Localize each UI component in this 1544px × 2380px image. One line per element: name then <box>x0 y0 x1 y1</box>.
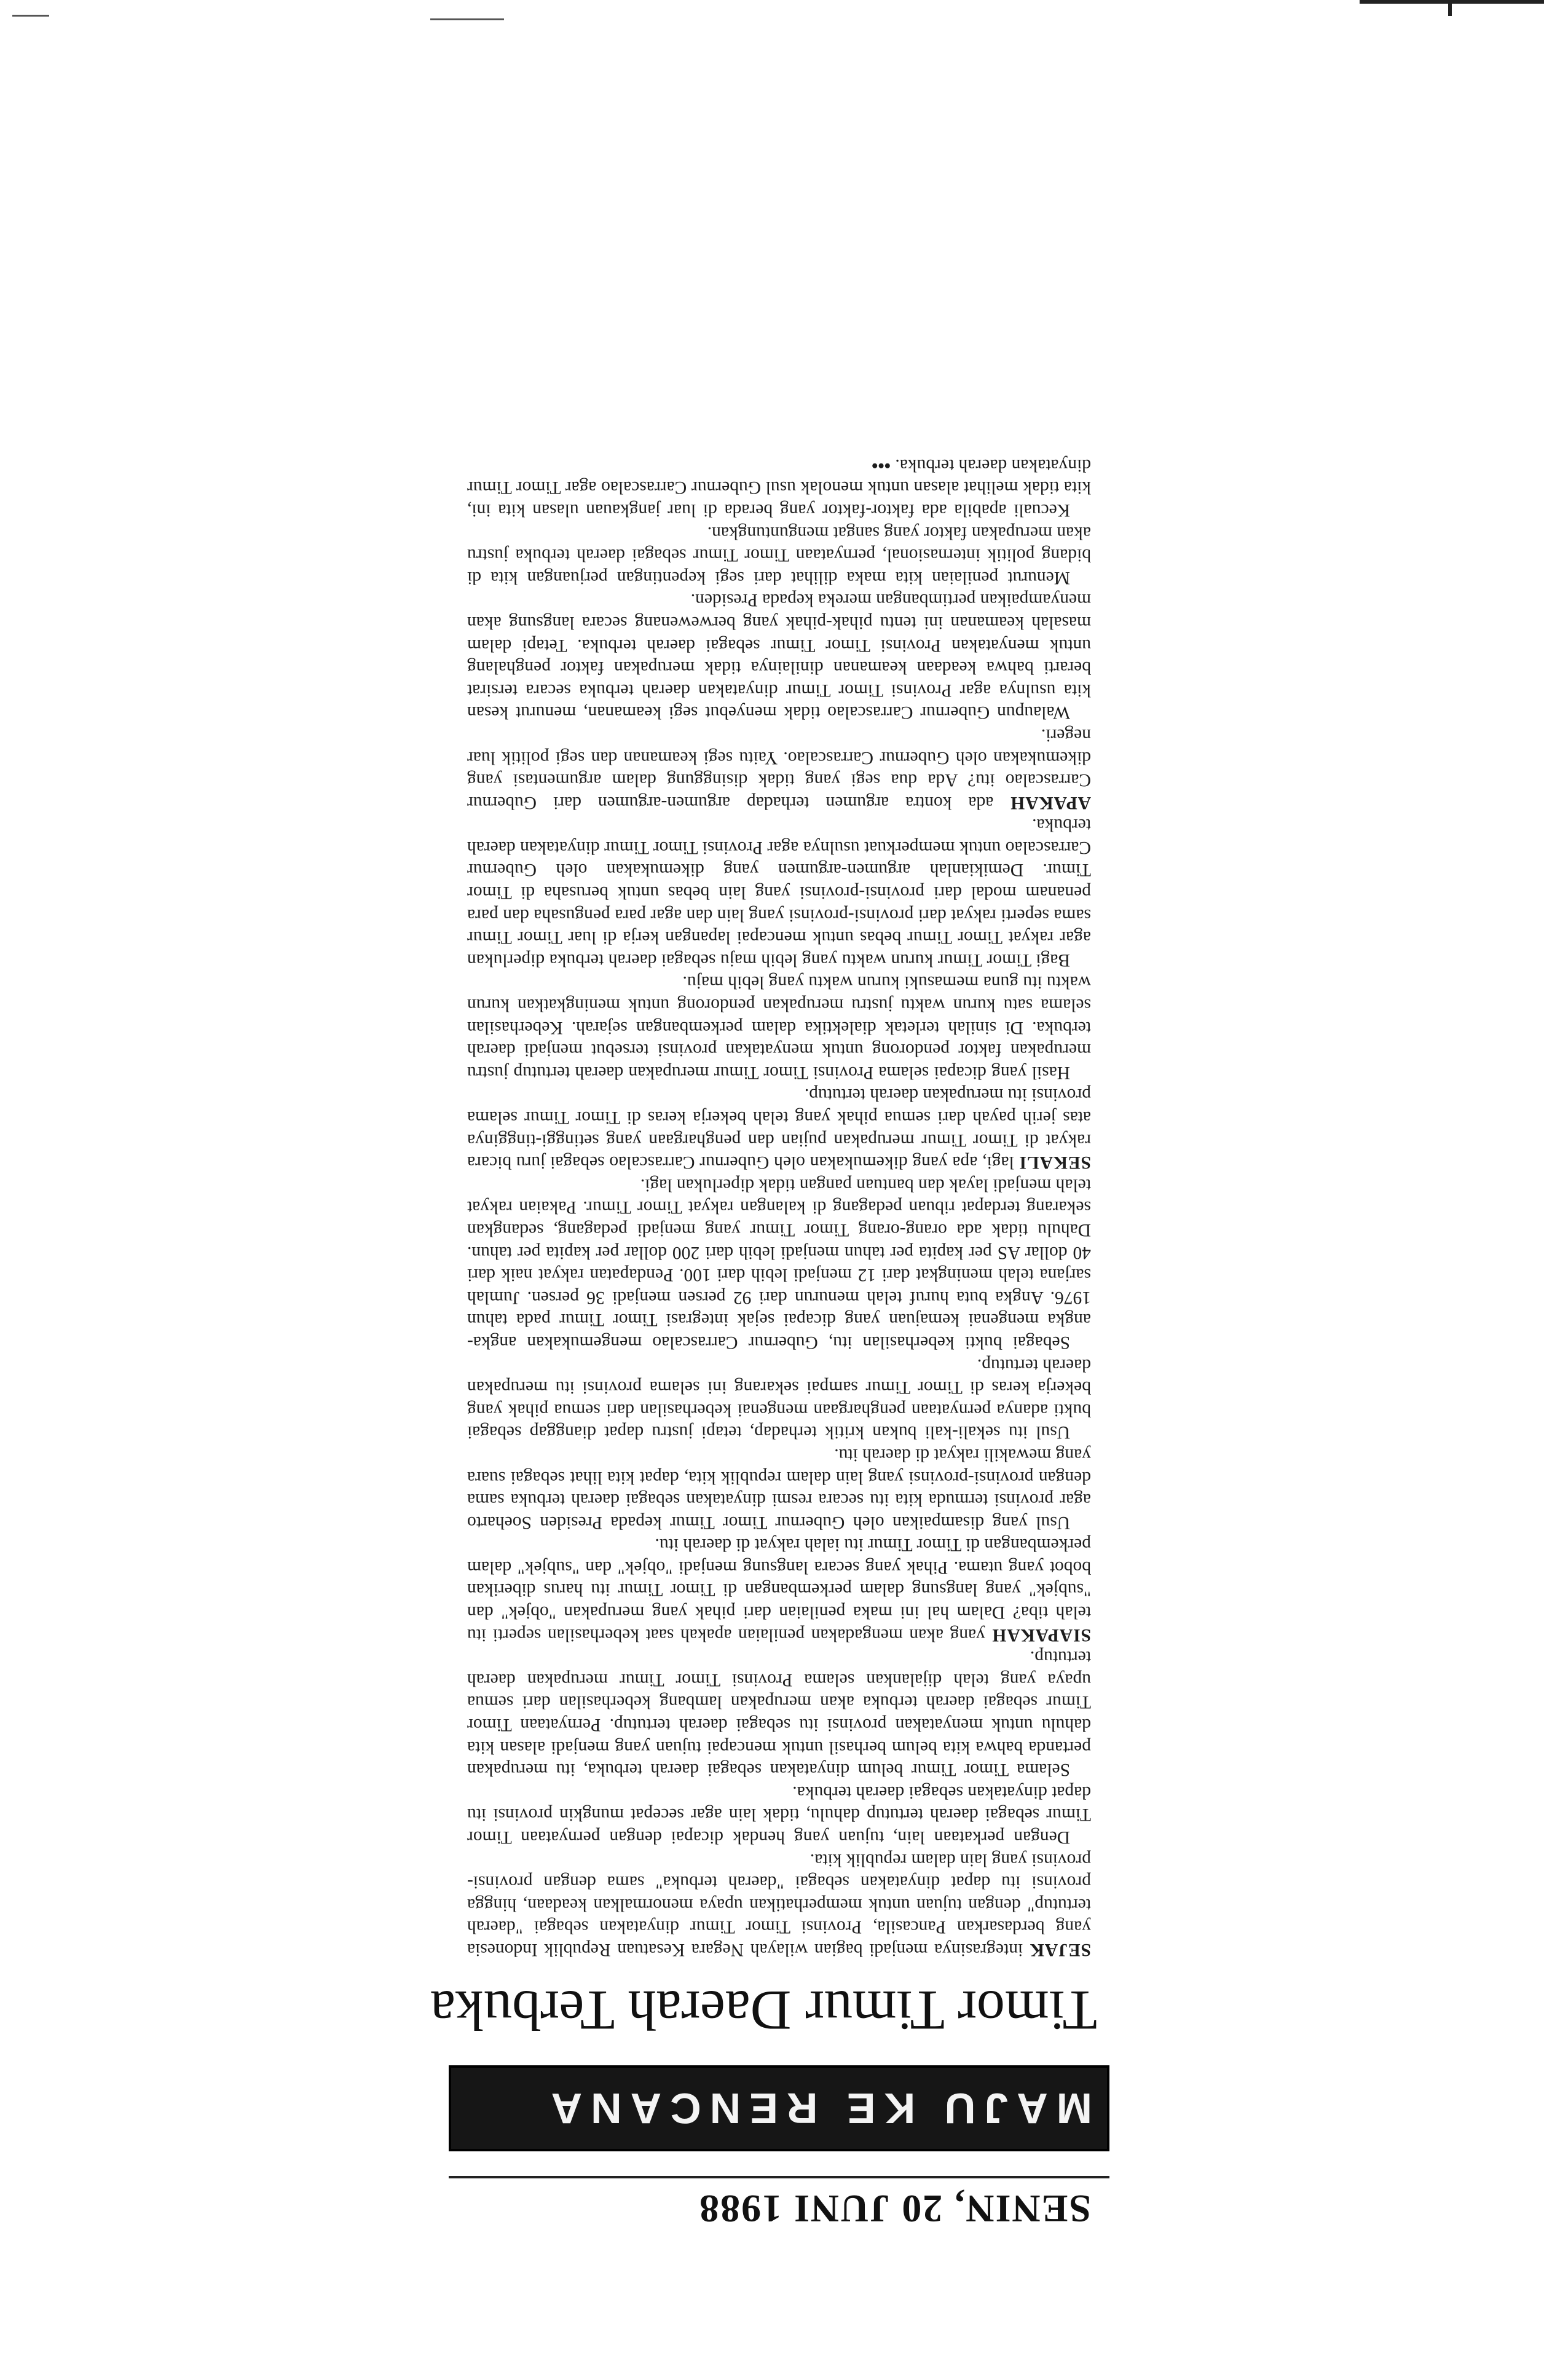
header-rule <box>449 2176 1109 2178</box>
article-paragraph <box>467 723 1091 813</box>
scan-corner-bar <box>1360 0 1544 4</box>
paragraph-text: Bagi Timor Timur kurun waktu yang lebih maju sebagai daerah terbuka diperlukan agar rakyat Timor Timur bebas untuk mencapai lapangan kerja di luar Timor Timur sama seperti rakyat dari provinsi-provinsi yang lain dan agar para pengusaha dan para penanam modal dari provinsi-provinsi yang lain bebas untuk berusaha di Timor Timur. Demikianlah argumen-argumen yang dikemukakan oleh Gubernur Carrascalao untuk memperkuat usulnya agar Provinsi Timor Timur dinyatakan daerah terbuka. <box>467 815 1091 970</box>
scan-dash <box>430 18 504 20</box>
scan-dash <box>12 15 49 17</box>
article-paragraph <box>467 1848 1091 1961</box>
article-paragraph <box>467 1084 1091 1173</box>
paragraph-text: Sebagai bukti keberhasilan itu, Gubernur Carrascalao mengemukakan angka-angka mengenai kemajuan yang dicapai sejak integrasi Timor Timur pada tahun 1976. Angka buta huruf telah menurun dari 92 persen menjadi 36 persen. Jumlah sarjana telah meningkat dari 12 menjadi lebih dari 100. Pendapatan rakyat naik dari 40 dollar AS per kapita per tahun menjadi lebih dari 200 dollar per kapita per tahun. Dahulu tidak ada orang-orang Timor Timur yang menjadi pedagang, sedangkan sekarang terdapat ribuan pedagang di kalangan rakyat Timor Timur. Pakaian rakyat telah menjadi layak dan bantuan pangan tidak diperlukan lagi. <box>467 1175 1091 1352</box>
scan-corner-tick <box>1448 0 1452 16</box>
article-paragraph <box>467 1534 1091 1646</box>
paragraph-lead: SEKALI <box>1018 1153 1091 1173</box>
column-banner: MAJU KE RENCANA <box>449 2065 1109 2151</box>
article-paragraph <box>467 1173 1091 1354</box>
article-headline: Timor Timur Daerah Terbuka <box>430 1979 1097 2042</box>
paragraph-lead: SIAPAKAH <box>991 1625 1091 1645</box>
article-body <box>449 454 1109 1961</box>
paragraph-text: Walaupun Gubernur Carrascalao tidak menyebut segi keamanan, menurut kesan kita usulnya agar Provinsi Timor Timur dinyatakan daerah terbuka secara tersirat berarti bahwa keadaan keamanan dinilainya tidak merupakan faktor penghalang untuk menyatakan Provinsi Timor Timur sebagai daerah terbuka. Tetapi dalam masalah keamanan ini tentu pihak-pihak yang berwewenang secara langsung akan menyampaikan pertimbangan mereka kepada Presiden. <box>467 590 1091 723</box>
article-paragraph <box>467 1646 1091 1781</box>
paragraph-text: Kecuali apabila ada faktor-faktor yang berada di luar jangkauan ulasan kita ini, kita tidak melihat alasan untuk menolak usul Gubernur Carrascalao agar Timor Timur dinyatakan daerah terbuka. <box>467 455 1091 520</box>
article-paragraph <box>467 971 1091 1084</box>
article-paragraph <box>467 454 1091 521</box>
newspaper-clipping <box>430 135 1109 2244</box>
article-paragraph <box>467 589 1091 724</box>
paragraph-text: Selama Timor Timur belum dinyatakan sebagai daerah terbuka, itu merupakan pertanda bahwa kita belum berhasil untuk mencapai tujuan yang menjadi alasan kita dahulu untuk menyatakan provinsi itu sebagai daerah tertutup. Pernyataan Timor Timur sebagai daerah terbuka akan merupakan lambang keberhasilan dari semua upaya yang telah dijalankan selama Provinsi Timor Timur merupakan daerah tertutup. <box>467 1647 1091 1780</box>
paragraph-text: Dengan perkataan lain, tujuan yang hendak dicapai dengan pernyataan Timor Timur sebagai daerah tertutup dahulu, tidak lain agar secepat mungkin provinsi itu dapat dinyatakan sebagai daerah terbuka. <box>467 1782 1091 1848</box>
paragraph-lead: SEJAK <box>1029 1940 1091 1960</box>
article-paragraph <box>467 1443 1091 1533</box>
paragraph-text: Hasil yang dicapai selama Provinsi Timor Timur merupakan daerah tertutup justru merupakan faktor pendorong untuk menyatakan provinsi tersebut menjadi daerah terbuka. Di sinilah terletak dialektika dalam perkembangan sejarah. Keberhasilan selama satu kurun waktu justru merupakan pendorong untuk meningkatkan kurun waktu itu guna memasuki kurun waktu yang lebih maju. <box>467 972 1091 1082</box>
paragraph-text: Usul yang disampaikan oleh Gubernur Timor Timur kepada Presiden Soeharto agar provinsi termuda kita itu secara resmi dinyatakan sebagai daerah terbuka sama dengan provinsi-provinsi yang lain dalam republik kita, dapat kita lihat sebagai suara yang mewakili rakyat di daerah itu. <box>467 1444 1091 1532</box>
article-paragraph <box>467 1354 1091 1443</box>
article-paragraph <box>467 1781 1091 1848</box>
paragraph-text: lagi, apa yang dikemukakan oleh Gubernur Carrascalao sebagai juru bicara rakyat di Timor Timur merupakan pujian dan penghargaan yang setinggi-tingginya atas jerih payah dari semua pihak yang telah bekerja keras di Timor Timur selama provinsi itu merupakan daerah tertutup. <box>467 1085 1091 1173</box>
paragraph-text: Usul itu sekali-kali bukan kritik terhadap, tetapi justru dapat dianggap sebagai bukti adanya pernyataan penghargaan mengenai keberhasilan dari semua pihak yang bekerja keras di Timor Timur sampai sekarang ini selama provinsi itu merupakan daerah tertutup. <box>467 1355 1091 1443</box>
article-paragraph <box>467 521 1091 589</box>
paragraph-text: integrasinya menjadi bagian wilayah Negara Kesatuan Republik Indonesia yang berdasarkan Pancasila, Provinsi Timor Timur dinyatakan sebagai "daerah tertutup" dengan tujuan untuk memperhatikan upaya menormalkan keadaan, hingga provinsi itu dapat dinyatakan sebagai "daerah terbuka" sama dengan provinsi-provinsi yang lain dalam republik kita. <box>467 1850 1091 1960</box>
date-line: SENIN, 20 JUNI 1988 <box>698 2187 1091 2231</box>
article-paragraph <box>467 814 1091 971</box>
scan-edge <box>0 0 1544 25</box>
paragraph-lead: APAKAH <box>1010 792 1091 813</box>
paragraph-text: yang akan mengadakan penilaian apakah saat keberhasilan seperti itu telah tiba? Dalam hal ini maka penilaian dari pihak yang merupakan "objek" dan "subjek" yang langsung dalam perkembangan di Timor Timur itu harus diberikan bobot yang utama. Pihak yang secara langsung menjadi "objek" dan "subjek" dalam perkembangan di Timor Timur itu ialah rakyat di daerah itu. <box>467 1535 1091 1645</box>
paragraph-text: ada kontra argumen terhadap argumen-argumen dari Gubernur Carrascalao itu? Ada dua segi yang tidak disinggung dalam argumentasi yang dikemukakan oleh Gubernur Carrascalao. Yaitu segi keamanan dan segi politik luar negeri. <box>467 725 1091 813</box>
end-mark: ••• <box>872 455 896 475</box>
paragraph-text: Menurut penilaian kita maka dilihat dari segi kepentingan perjuangan kita di bidang politik internasional, pernyataan Timor Timur sebagai daerah terbuka justru akan merupakan faktor yang sangat menguntungkan. <box>467 522 1091 588</box>
